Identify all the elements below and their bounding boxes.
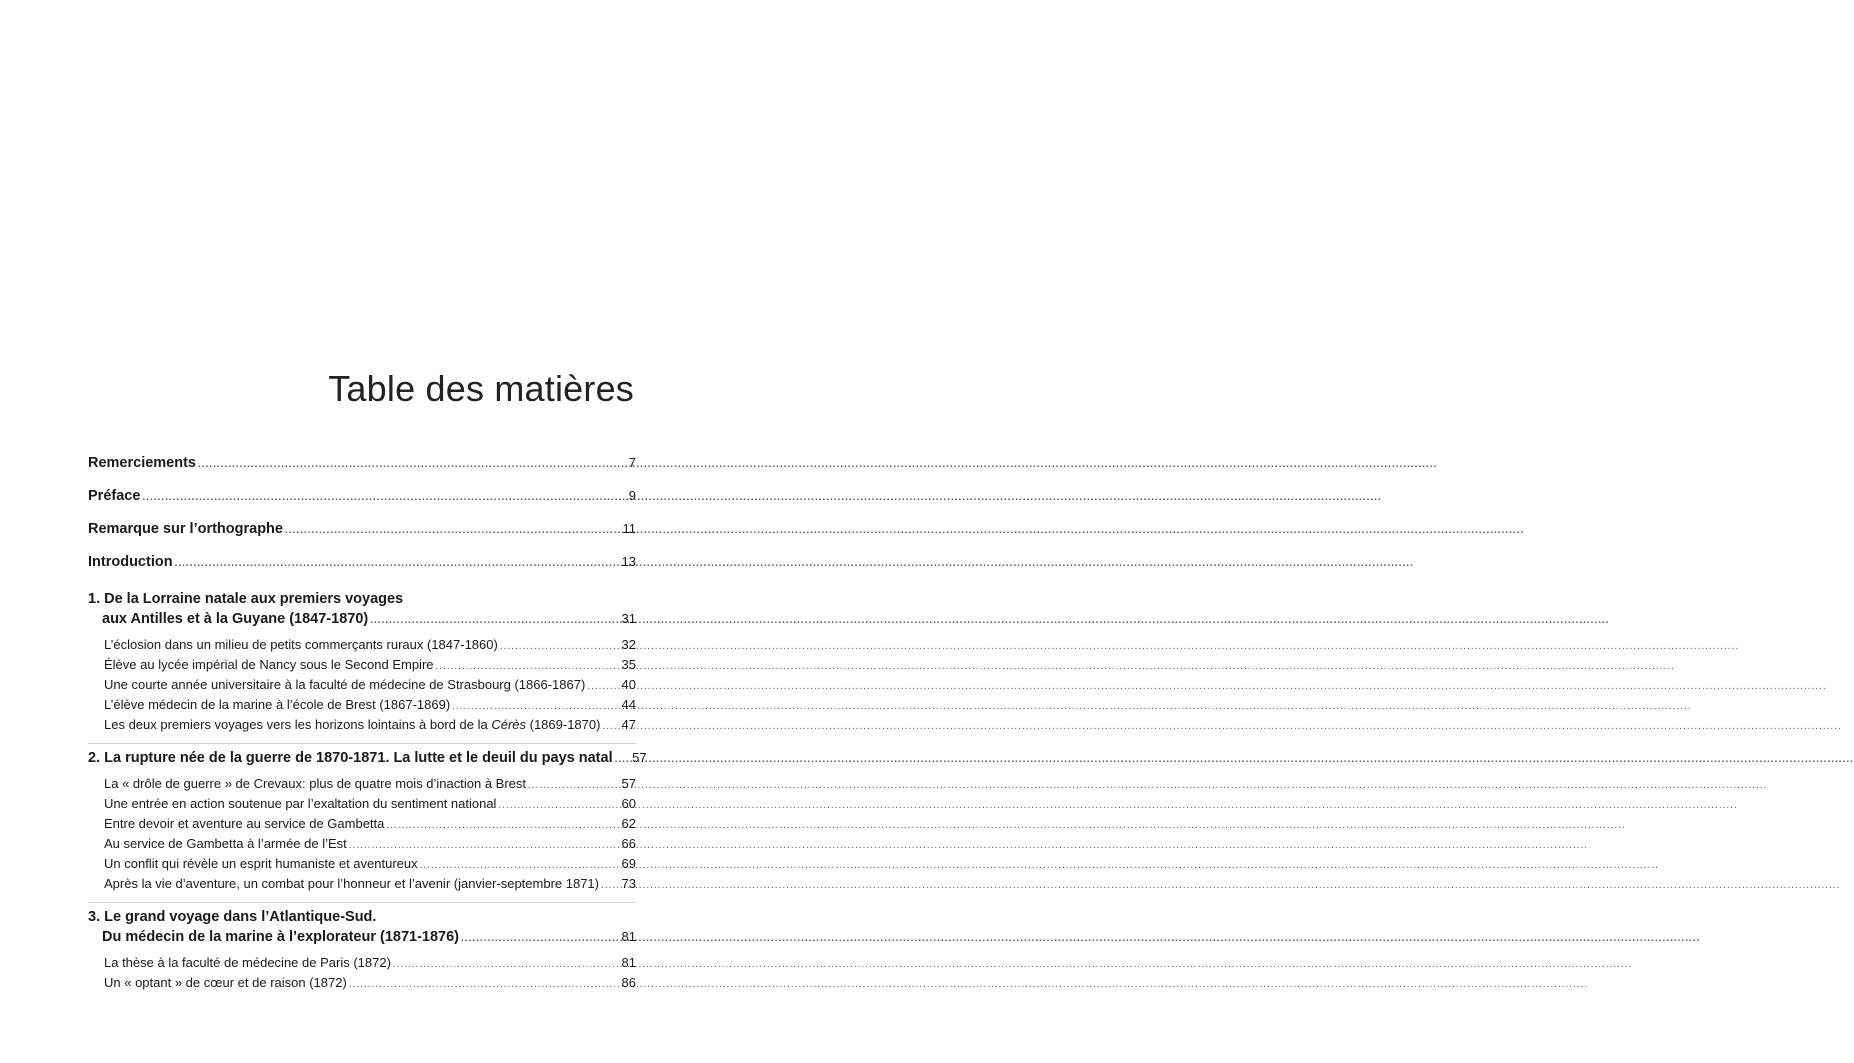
chapter-page: 31 — [621, 611, 636, 626]
section-page: 57 — [621, 776, 636, 791]
leader-dots — [142, 492, 614, 503]
section-entry[interactable] — [88, 717, 636, 737]
chapter-heading — [88, 909, 636, 951]
section-page: 69 — [621, 856, 636, 871]
toc-entry-page: 13 — [621, 554, 636, 569]
section-page: 32 — [621, 637, 636, 652]
toc-entry-preface[interactable] — [88, 488, 636, 521]
section-page: 62 — [621, 816, 636, 831]
section-entry[interactable] — [88, 796, 636, 816]
section-page: 40 — [621, 677, 636, 692]
section-label: Une courte année universitaire à la faculté de médecine de Strasbourg (1866-1867) — [104, 677, 586, 692]
book-page — [0, 0, 700, 1063]
leader-dots — [349, 979, 614, 990]
chapter-title-text: Du médecin de la marine à l’explorateur (1871-1876) — [102, 929, 460, 945]
leader-dots — [528, 780, 614, 791]
leader-dots — [393, 959, 614, 970]
chapter-heading — [88, 591, 636, 633]
section-page: 35 — [621, 657, 636, 672]
section-entry[interactable] — [88, 955, 636, 975]
section-entry[interactable] — [88, 816, 636, 836]
section-label — [104, 717, 600, 732]
section-label-before: Les deux premiers voyages vers les horizons lointains à bord de la — [104, 717, 492, 732]
section-label: Au service de Gambetta à l’armée de l’Est — [104, 836, 347, 851]
section-page: 73 — [621, 876, 636, 891]
section-page: 66 — [621, 836, 636, 851]
section-entry[interactable] — [88, 677, 636, 697]
leader-dots — [198, 459, 614, 470]
leader-dots — [500, 641, 614, 652]
page-title: Table des matières — [328, 368, 634, 409]
leader-dots — [436, 661, 614, 672]
section-list — [88, 637, 636, 737]
chapter-2 — [88, 750, 647, 903]
leader-dots — [175, 558, 614, 569]
section-label: Une entrée en action soutenue par l’exaltation du sentiment national — [104, 796, 497, 811]
table-of-contents — [88, 455, 647, 1007]
toc-entry-introduction[interactable] — [88, 554, 636, 587]
section-entry[interactable] — [88, 657, 636, 677]
toc-entry-label: Introduction — [88, 554, 173, 570]
toc-entry-remarque[interactable] — [88, 521, 636, 554]
section-page: 81 — [621, 955, 636, 970]
chapter-title-line1[interactable] — [88, 750, 647, 772]
section-list — [88, 776, 636, 896]
leader-dots — [498, 800, 614, 811]
section-entry[interactable] — [88, 975, 636, 995]
chapter-title-line1[interactable]: 3. Le grand voyage dans l’Atlantique-Sud. — [88, 909, 377, 925]
toc-entry-label: Remarque sur l’orthographe — [88, 521, 283, 537]
chapter-title-text: aux Antilles et à la Guyane (1847-1870) — [102, 611, 369, 627]
leader-dots — [461, 933, 614, 944]
leader-dots — [452, 701, 614, 712]
leader-dots — [420, 860, 614, 871]
toc-entry-page: 11 — [622, 521, 636, 536]
section-page: 60 — [621, 796, 636, 811]
chapter-title-line2[interactable] — [88, 611, 636, 633]
section-entry[interactable] — [88, 637, 636, 657]
toc-entry-page: 9 — [628, 488, 636, 503]
chapter-page: 81 — [621, 929, 636, 944]
toc-entry-label: Remerciements — [88, 455, 196, 471]
chapter-1 — [88, 591, 636, 744]
toc-entry-page: 7 — [628, 455, 636, 470]
section-label-after: (1869-1870) — [526, 717, 601, 732]
chapter-page: 57 — [632, 750, 647, 765]
section-entry[interactable] — [88, 876, 636, 896]
leader-dots — [615, 754, 625, 765]
chapter-title-line2[interactable] — [88, 929, 636, 951]
leader-dots — [601, 880, 614, 891]
chapter-3 — [88, 909, 636, 1001]
section-page: 86 — [621, 975, 636, 990]
leader-dots — [285, 525, 614, 536]
chapter-title-text: 2. La rupture née de la guerre de 1870-1871. La lutte et le deuil du pays natal — [88, 750, 613, 766]
section-entry[interactable] — [88, 836, 636, 856]
toc-entry-remerciements[interactable] — [88, 455, 636, 488]
section-page: 44 — [621, 697, 636, 712]
section-label: Élève au lycée impérial de Nancy sous le Second Empire — [104, 657, 434, 672]
leader-dots — [587, 681, 614, 692]
section-entry[interactable] — [88, 856, 636, 876]
section-label: L’élève médecin de la marine à l’école de Brest (1867-1869) — [104, 697, 451, 712]
section-label: Un conflit qui révèle un esprit humaniste et aventureux — [104, 856, 418, 871]
leader-dots — [386, 820, 614, 831]
section-label: L’éclosion dans un milieu de petits commerçants ruraux (1847-1860) — [104, 637, 498, 652]
section-entry[interactable] — [88, 776, 636, 796]
section-label: Un « optant » de cœur et de raison (1872) — [104, 975, 347, 990]
leader-dots — [349, 840, 614, 851]
toc-entry-label: Préface — [88, 488, 141, 504]
section-label: La thèse à la faculté de médecine de Paris (1872) — [104, 955, 391, 970]
section-page: 47 — [621, 717, 636, 732]
chapter-heading — [88, 750, 647, 772]
section-list — [88, 955, 636, 995]
chapter-title-line1[interactable]: 1. De la Lorraine natale aux premiers voyages — [88, 591, 404, 607]
leader-dots — [370, 615, 614, 626]
section-entry[interactable] — [88, 697, 636, 717]
section-label: Après la vie d’aventure, un combat pour l’honneur et l’avenir (janvier-septembre 1871) — [104, 876, 599, 891]
section-label: La « drôle de guerre » de Crevaux: plus de quatre mois d’inaction à Brest — [104, 776, 527, 791]
leader-dots — [602, 721, 614, 732]
section-label: Entre devoir et aventure au service de Gambetta — [104, 816, 385, 831]
ship-name: Cérès — [491, 717, 527, 732]
